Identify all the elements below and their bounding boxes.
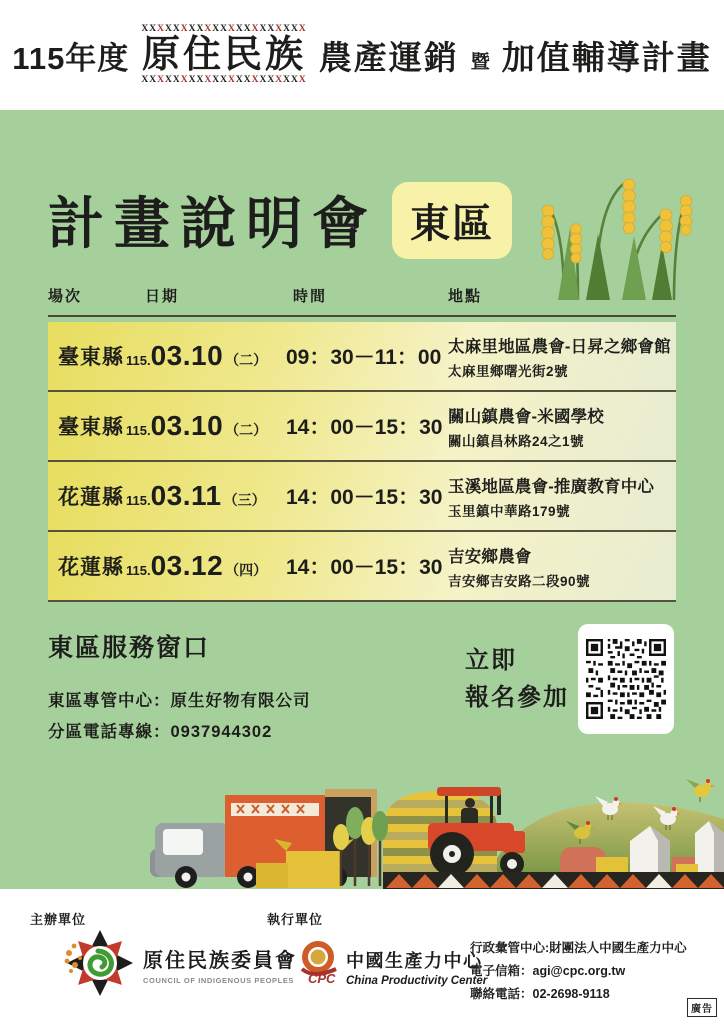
- row-county: 花蓮縣: [58, 486, 124, 509]
- service-window: [48, 628, 311, 749]
- farm-illustration: [0, 771, 724, 889]
- row-venue: 關山鎮農會-米國學校 關山鎮昌林路24之1號: [448, 407, 604, 449]
- col-location: 地點: [448, 288, 483, 305]
- schedule-row: [48, 392, 676, 462]
- row-time: 14：00－15：30: [286, 416, 443, 439]
- row-venue: 太麻里地區農會-日昇之鄉會館 太麻里鄉曙光街2號: [448, 337, 671, 379]
- footer: [0, 889, 724, 1024]
- col-session: 場次: [48, 288, 83, 305]
- row-time: 14：00－15：30: [286, 556, 443, 579]
- row-county: 臺東縣: [58, 416, 124, 439]
- contact-phone-line: 聯絡電話：02-2698-9118: [470, 987, 610, 1002]
- title-suffix: 加值輔導計畫: [501, 38, 712, 76]
- cpc-logo-icon: [292, 939, 346, 995]
- schedule-row: [48, 532, 676, 602]
- row-date: 115.03.10 （二）: [126, 410, 268, 441]
- title-year: 115年度: [12, 40, 130, 76]
- col-time: 時間: [293, 288, 328, 305]
- header-divider: [48, 315, 676, 317]
- title-highlight: 原住民族: [141, 33, 306, 76]
- organizer-label: 主辦單位: [30, 912, 87, 927]
- row-county: 臺東縣: [58, 346, 124, 369]
- schedule-rows: [48, 322, 676, 602]
- signup-cta: [465, 642, 569, 716]
- hero-title: 計畫說明會: [48, 192, 378, 255]
- main-panel: [0, 110, 724, 889]
- poster-title: [12, 25, 711, 85]
- row-county: 花蓮縣: [58, 556, 124, 579]
- poster-title-band: [0, 0, 724, 110]
- col-date: 日期: [145, 288, 180, 305]
- cpc-logo-abbr: CPC: [308, 971, 336, 986]
- service-center-line: 東區專管中心：原生好物有限公司: [48, 692, 311, 710]
- schedule-table: [48, 285, 676, 602]
- row-time: 09：30－11：00: [286, 346, 442, 369]
- signup-cta-line2: 報名參加: [465, 684, 569, 712]
- executor-label: 執行單位: [267, 912, 324, 927]
- signup-cta-line1: 立即: [465, 647, 517, 674]
- organizer-name: 原住民族委員會: [143, 950, 297, 972]
- service-phone-line: 分區電話專線：0937944302: [48, 723, 273, 742]
- weave-pattern-bottom: XXXXXXXXXXXXXXXXXXXXX: [141, 74, 307, 85]
- qr-pattern: [586, 639, 666, 719]
- zigzag-border: [383, 872, 724, 889]
- contact-block: [470, 937, 687, 1006]
- hero: [48, 180, 512, 260]
- organizer-name-en: COUNCIL OF INDIGENOUS PEOPLES: [143, 976, 295, 985]
- executor-name-block: [346, 947, 487, 987]
- row-venue: 吉安鄉農會 吉安鄉吉安路二段90號: [448, 547, 591, 589]
- ad-label: 廣告: [687, 998, 717, 1017]
- contact-admin-line: 行政彙管中心:財團法人中國生產力中心: [470, 941, 687, 955]
- row-date: 115.03.12 （四）: [126, 550, 268, 581]
- signup-qr-code: [578, 624, 674, 734]
- contact-email-line: 電子信箱：agi@cpc.org.tw: [470, 964, 626, 979]
- executor-name-en: China Productivity Center: [346, 975, 488, 987]
- schedule-row: [48, 462, 676, 532]
- row-venue: 玉溪地區農會-推廣教育中心 玉里鎮中華路179號: [448, 477, 655, 519]
- row-date: 115.03.10 （二）: [126, 340, 268, 371]
- executor-name: 中國生產力中心: [346, 951, 483, 971]
- title-highlight-block: [141, 25, 306, 85]
- title-conjunction: 暨: [470, 51, 490, 73]
- cip-logo-icon: [62, 927, 134, 999]
- schedule-header: [48, 285, 676, 306]
- row-time: 14：00－15：30: [286, 486, 443, 509]
- weave-pattern-top: XXXXXXXXXXXXXXXXXXXXX: [141, 24, 307, 34]
- region-badge: 東區: [392, 182, 512, 259]
- organizer-name-block: [143, 944, 297, 985]
- title-mid: 農產運銷: [318, 38, 459, 76]
- schedule-row: [48, 322, 676, 392]
- row-date: 115.03.11 （三）: [126, 480, 266, 511]
- service-heading: 東區服務窗口: [48, 634, 211, 662]
